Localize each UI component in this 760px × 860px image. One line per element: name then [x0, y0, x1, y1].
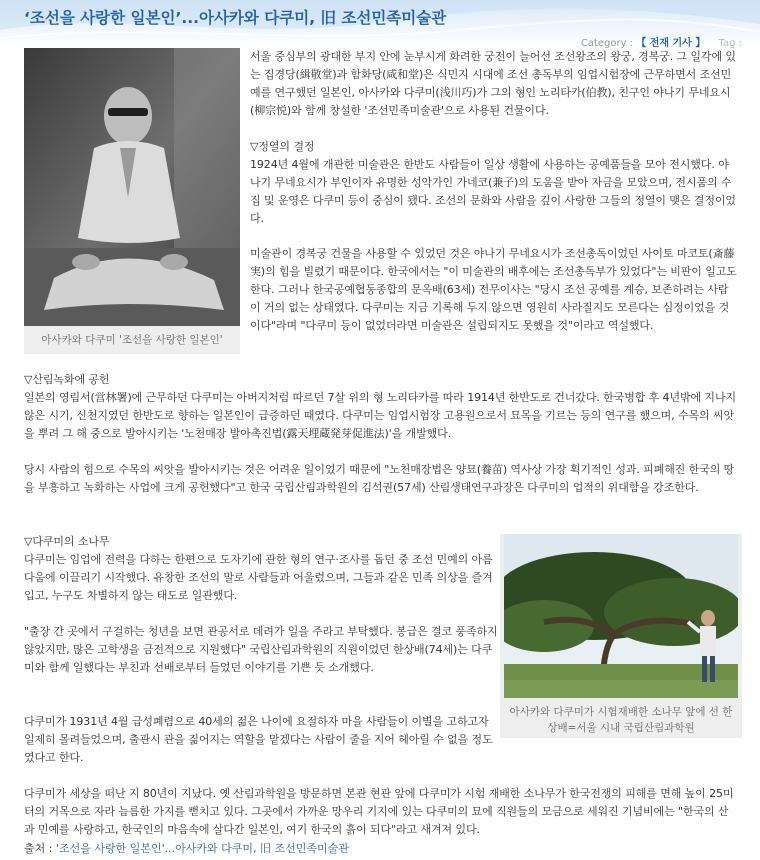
- paragraph-museum-building: 미술관이 경복궁 건물을 사용할 수 있었던 것은 야나기 무네요시가 조선총독이었던 사이토 마코토(斎藤実)의 힘을 빌렸기 때문이다. 한국에서는 "이 미술관의 배후에는 조선총독부가 있었다"는 비판이 일고도 한다. 그러나 한국공예협동종합의 문옥배(63세) 전무이사는 "당시 조선 공예를 계승, 보존하려는 사람이 거의 없는 상태였다. 다쿠미는 지금 기록해 두지 않으면 영원히 사라질지도 모른다는 심정이었을 것이다"라며 "다쿠미 등이 없었더라면 미술관은 설립되지도 못했을 것"이라고 역설했다.: [250, 247, 737, 332]
- pine-caption: 아사카와 다쿠미가 시험재배한 소나무 앞에 선 한상배=서울 시내 국립산림과학원: [509, 706, 733, 734]
- article-title[interactable]: ‘조선을 사랑한 일본인’...아사카와 다쿠미, 旧 조선민족미술관: [24, 9, 447, 27]
- portrait-figure: [24, 48, 240, 354]
- section-heading-pine: ▽다쿠미의 소나무: [24, 535, 110, 548]
- paragraph-folk-art: 다쿠미는 임업에 전력을 다하는 한편으로 도자기에 관한 형의 연구·조사를 돕던 중 조선 민예의 아름다움에 이끌리기 시작했다. 유창한 조선의 말로 사람들과 어울렸으며, 그들과 같은 민족 의상을 즐겨 입고, 누구도 차별하지 않는 태도로 일관했다.: [24, 553, 493, 602]
- article-meta: [581, 34, 742, 49]
- category-link[interactable]: 【 전재 기사 】: [636, 38, 706, 49]
- paragraph-legacy: 다쿠미가 세상을 떠난 지 80년이 지났다. 옛 산림과학원을 방문하면 본관 현관 앞에 다쿠미가 시험 재배한 소나무가 한국전쟁의 피해를 면해 높이 25미터의 거목으로 자라 늠름한 가지를 뻗치고 있다. 그곳에서 가까운 망우리 기지에 있는 다쿠미의 묘에 직원들의 모금으로 세워진 기념비에는 "한국의 산과 민예를 사랑하고, 한국인의 마음속에 살다간 일본인, 여기 한국의 흙이 되다"라고 새겨져 있다.: [24, 787, 734, 836]
- category-label: Category :: [580, 38, 634, 49]
- paragraph-arrival: 일본의 영림서(営林署)에 근무하던 다쿠미는 아버지처럼 따르던 7살 위의 형 노리타카를 따라 1914년 한반도로 건너갔다. 한국병합 후 4년밖에 지나지 않은 시기, 신천지였던 한반도로 향하는 일본인이 급증하던 때였다. 다쿠미는 임업시험장 고용원으로서 묘목을 기르는 등의 연구를 했으며, 수목의 씨앗을 뿌려 그 해 중으로 발아시키는 '노천매장 발아촉진법(露天埋蔵発芽促進法)'을 개발했다.: [24, 391, 737, 440]
- section-heading-passion: ▽정열의 결정: [250, 140, 315, 153]
- portrait-photo: [24, 48, 240, 326]
- tag-label: Tag :: [718, 38, 742, 49]
- source-label: 출처 :: [24, 842, 53, 855]
- source-link[interactable]: '조선을 사랑한 일본인'...아사카와 다쿠미, 旧 조선민족미술관: [55, 842, 349, 855]
- header-banner: [0, 0, 760, 49]
- paragraph-testimony: "출장 간 곳에서 구걸하는 청년을 보면 관공서로 데려가 일을 주라고 부탁했다. 봉급은 결코 풍족하지 않았지만, 많은 고학생을 금전적으로 지원했다" 국립산림과학원의 직원이었던 한상배(74세)는 다쿠미와 함께 일했다는 부친과 선배로부터 들었던 이야기를 기쁜 듯 소개했다.: [24, 625, 498, 674]
- paragraph-achievement: 당시 사람의 힘으로 수목의 씨앗을 발아시키는 것은 어려운 일이었기 때문에 "노천매장법은 양묘(養苗) 역사상 가장 획기적인 성과. 피폐해진 한국의 땅을 부흥하고 녹화하는 사업에 크게 공헌했다"고 한국 국립산림과학원의 김석권(57세) 산림생태연구과장은 다쿠미의 업적의 위대함을 강조한다.: [24, 463, 735, 494]
- paragraph-intro: 서울 중심부의 광대한 부지 안에 눈부시게 화려한 궁전이 늘어선 조선왕조의 왕궁, 경복궁. 그 일각에 있는 집경당(緝敬堂)과 함화당(咸和堂)은 식민지 시대에 조선 총독부의 임업시험장에 근무하면서 조선민예를 연구했던 일본인, 아사카와 다쿠미(浅川巧)가 그의 형인 노리타카(伯教), 친구인 야나기 무네요시(柳宗悦)와 함께 창설한 '조선민족미술관'으로 사용된 건물이다.: [250, 50, 736, 117]
- section-heading-forestation: ▽산림녹화에 공헌: [24, 373, 110, 386]
- paragraph-death: 다쿠미가 1931년 4월 급성폐렴으로 40세의 젊은 나이에 요절하자 마을 사람들이 이별을 고하고자 일제히 몰려들었으며, 출관시 관을 짊어지는 역할을 맡겠다는 사람이 줄을 지어 헤아릴 수 없을 정도였다고 한다.: [24, 715, 493, 764]
- portrait-caption: 아사카와 다쿠미 '조선을 사랑한 일본인': [41, 334, 223, 346]
- pine-photo: [504, 534, 738, 698]
- pine-figure: [500, 534, 742, 738]
- paragraph-museum-opening: 1924년 4월에 개관한 미술관은 한반도 사람들이 일상 생활에 사용하는 공예품들을 모아 전시했다. 야나기 무네요시가 부인이자 유명한 성악가인 가네코(兼子)의 도움을 받아 자금을 모았으며, 전시품의 수집 및 운영은 다쿠미 등이 중심이 됐다. 조선의 문화와 사람을 깊이 사랑한 그들의 정열이 맺은 결정이었다.: [250, 158, 736, 225]
- source-line: [24, 840, 349, 856]
